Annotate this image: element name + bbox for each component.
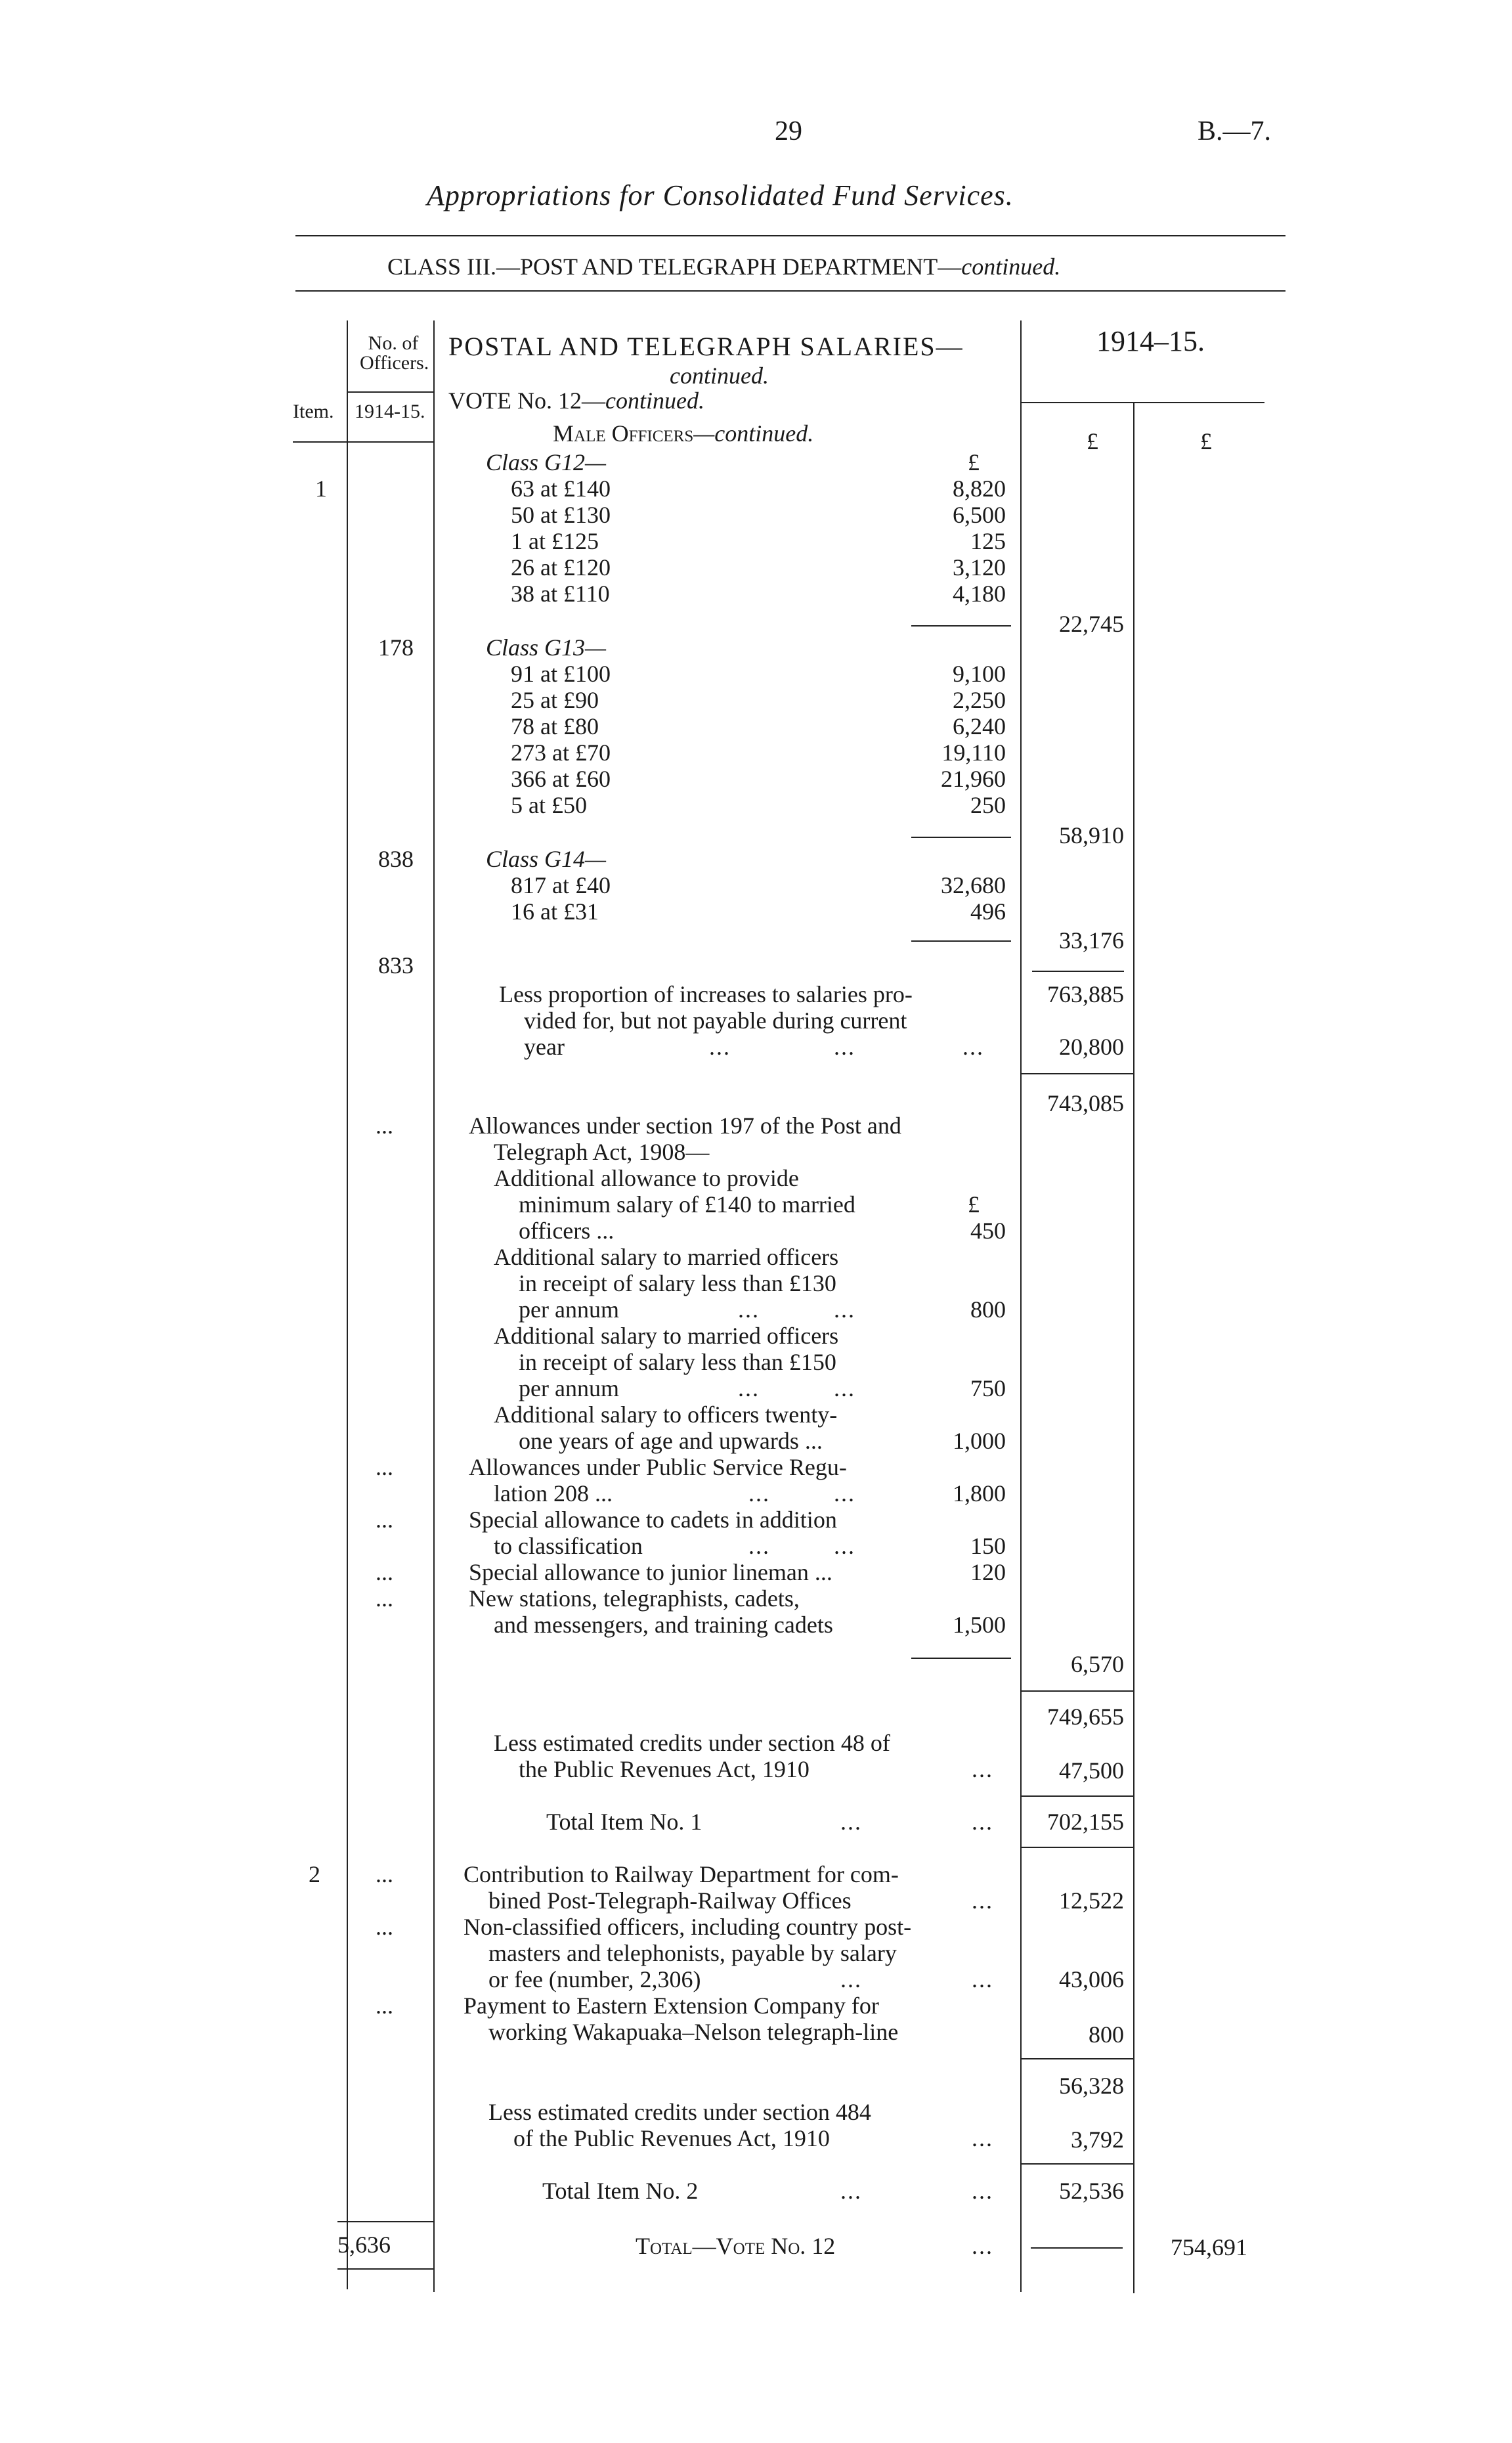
- allowance-line: to classification: [494, 1533, 643, 1559]
- item2-line: working Wakapuaka–Nelson telegraph-line: [488, 2019, 899, 2045]
- allowance-line: in receipt of salary less than £130: [519, 1270, 836, 1296]
- leader-dots: ...: [840, 1809, 862, 1835]
- allowance-line: Special allowance to cadets in addition: [469, 1507, 837, 1533]
- allowance-line: New stations, telegraphists, cadets,: [469, 1585, 800, 1612]
- leader-dots: ...: [840, 1966, 862, 1992]
- column-rule: [347, 320, 348, 2289]
- item2-amount: 800: [1089, 2021, 1124, 2048]
- class-heading: [387, 253, 1060, 280]
- allowances-total: 6,570: [1071, 1651, 1124, 1677]
- pound-sign: £: [968, 449, 980, 475]
- less-credits-line: Less estimated credits under section 48 of: [494, 1730, 890, 1756]
- allowance-amount: 120: [970, 1559, 1006, 1585]
- allowance-amount: 1,500: [953, 1612, 1006, 1638]
- class-total: 22,745: [1059, 611, 1124, 637]
- less-proportion-line: vided for, but not payable during current: [524, 1007, 907, 1034]
- allowance-amount: 1,000: [953, 1428, 1006, 1454]
- rate-amount: 496: [970, 898, 1006, 925]
- row-rule: [1020, 402, 1264, 403]
- item2-amount: 12,522: [1059, 1887, 1124, 1914]
- allowance-line: Additional allowance to provide: [494, 1165, 799, 1191]
- pound-sign: £: [1087, 428, 1098, 454]
- sum-rule: [911, 1658, 1011, 1659]
- leader-dots: ...: [962, 1034, 984, 1060]
- allowance-line: Additional salary to officers twenty-: [494, 1401, 838, 1428]
- leader-dots: ...: [738, 1375, 760, 1401]
- sum-rule: [1032, 971, 1124, 972]
- vote-heading: [448, 387, 704, 414]
- class-total: 33,176: [1059, 927, 1124, 954]
- less-credits-line: of the Public Revenues Act, 1910: [513, 2125, 830, 2151]
- allowance-line: Additional salary to married officers: [494, 1244, 839, 1270]
- leader-dots: ...: [834, 1533, 855, 1559]
- allowance-line: Additional salary to married officers: [494, 1323, 839, 1349]
- sum-rule: [1022, 1795, 1133, 1797]
- rate-line: 5 at £50: [511, 792, 587, 818]
- leader-dots: ...: [834, 1034, 855, 1060]
- leader-dots: ...: [738, 1296, 760, 1323]
- rate-amount: 9,100: [953, 661, 1006, 687]
- pound-sign: £: [968, 1191, 980, 1218]
- total-item-label: Total Item No. 1: [546, 1809, 702, 1835]
- rate-amount: 19,110: [941, 739, 1006, 766]
- allowance-amount: 450: [970, 1218, 1006, 1244]
- allowance-line: Allowances under Public Service Regu-: [469, 1454, 847, 1480]
- allowance-line: per annum: [519, 1375, 619, 1401]
- column-rule: [1020, 320, 1022, 2292]
- rate-amount: 6,240: [953, 713, 1006, 739]
- document-reference: B.—7.: [1198, 116, 1272, 146]
- officers-count: 178: [378, 634, 414, 661]
- allowance-amount: 150: [970, 1533, 1006, 1559]
- sum-rule: [337, 2221, 433, 2222]
- subtotal: 763,885: [1047, 981, 1124, 1007]
- leader-dots: ...: [972, 1809, 993, 1835]
- class-label: Class G13—: [486, 634, 607, 661]
- total-item: 52,536: [1059, 2178, 1124, 2204]
- item2-line: Contribution to Railway Department for com-: [464, 1861, 899, 1887]
- item2-amount: 43,006: [1059, 1966, 1124, 1992]
- section-continued: continued.: [670, 363, 769, 389]
- rate-amount: 21,960: [941, 766, 1006, 792]
- less-proportion-line: year: [524, 1034, 565, 1060]
- leader-dots: ...: [834, 1480, 855, 1507]
- rate-line: 25 at £90: [511, 687, 599, 713]
- rate-amount: 8,820: [953, 475, 1006, 502]
- column-rule: [433, 320, 435, 2292]
- officers-count: 838: [378, 846, 414, 872]
- allowance-amount: 750: [970, 1375, 1006, 1401]
- grand-total-label: Total—Vote No. 12: [636, 2233, 836, 2259]
- allowance-amount: 800: [970, 1296, 1006, 1323]
- allowance-line: in receipt of salary less than £150: [519, 1349, 836, 1375]
- vote-label: VOTE No. 12—: [448, 387, 605, 414]
- sum-rule: [1022, 1073, 1133, 1074]
- year-small-heading: 1914-15.: [355, 401, 425, 422]
- page-number: 29: [775, 116, 802, 146]
- officers-count: 833: [378, 952, 414, 979]
- rate-amount: 125: [970, 528, 1006, 554]
- page-title: Appropriations for Consolidated Fund Services.: [427, 179, 1014, 211]
- row-dots: ...: [376, 1914, 393, 1940]
- less-amount: 20,800: [1059, 1034, 1124, 1060]
- row-dots: ...: [376, 1112, 393, 1139]
- allowances-line: Allowances under section 197 of the Post and: [469, 1112, 901, 1139]
- row-dots: ...: [376, 1585, 393, 1612]
- total-officers: 5,636: [337, 2232, 391, 2258]
- class-label: Class G14—: [486, 846, 607, 872]
- allowance-line: Special allowance to junior lineman ...: [469, 1559, 832, 1585]
- leader-dots: ...: [709, 1034, 731, 1060]
- rule: [295, 290, 1285, 292]
- rate-line: 1 at £125: [511, 528, 599, 554]
- vote-cont: continued.: [605, 387, 704, 414]
- less-amount: 3,792: [1071, 2126, 1124, 2153]
- dash-rule: [1031, 2247, 1123, 2249]
- allowance-line: per annum: [519, 1296, 619, 1323]
- rate-line: 78 at £80: [511, 713, 599, 739]
- item-heading: Item.: [293, 401, 334, 422]
- total-item-label: Total Item No. 2: [542, 2178, 699, 2204]
- row-rule: [347, 391, 433, 393]
- leader-dots: ...: [840, 2178, 862, 2204]
- class-total: 58,910: [1059, 822, 1124, 848]
- row-dots: ...: [376, 1992, 393, 2019]
- item2-line: Non-classified officers, including country post-: [464, 1914, 912, 1940]
- year-heading: 1914–15.: [1096, 325, 1205, 357]
- row-dots: ...: [376, 1507, 393, 1533]
- subtotal: 749,655: [1047, 1704, 1124, 1730]
- item2-line: Payment to Eastern Extension Company for: [464, 1992, 879, 2019]
- no-officers-heading: No. of Officers.: [360, 332, 429, 374]
- row-dots: ...: [376, 1861, 393, 1887]
- rate-amount: 32,680: [941, 872, 1006, 898]
- sum-rule: [1022, 1690, 1133, 1692]
- leader-dots: ...: [748, 1480, 770, 1507]
- rate-amount: 3,120: [953, 554, 1006, 581]
- sum-rule: [911, 837, 1011, 838]
- item2-line: or fee (number, 2,306): [488, 1966, 701, 1992]
- male-officers-heading: [553, 420, 813, 447]
- leader-dots: ...: [972, 2178, 993, 2204]
- rule: [295, 235, 1285, 236]
- leader-dots: ...: [834, 1296, 855, 1323]
- sum-rule: [911, 940, 1011, 942]
- leader-dots: ...: [748, 1533, 770, 1559]
- rate-amount: 4,180: [953, 581, 1006, 607]
- rate-line: 366 at £60: [511, 766, 611, 792]
- total-item: 702,155: [1047, 1809, 1124, 1835]
- rate-line: 273 at £70: [511, 739, 611, 766]
- leader-dots: ...: [972, 1966, 993, 1992]
- allowance-line: and messengers, and training cadets: [494, 1612, 833, 1638]
- less-amount: 47,500: [1059, 1757, 1124, 1784]
- less-credits-line: the Public Revenues Act, 1910: [519, 1756, 810, 1782]
- sum-rule: [1022, 2163, 1133, 2165]
- rate-line: 817 at £40: [511, 872, 611, 898]
- sum-rule: [1022, 1847, 1133, 1848]
- class-label: Class G12—: [486, 449, 607, 475]
- sum-rule: [911, 625, 1011, 627]
- column-rule: [1133, 402, 1134, 2293]
- allowance-line: one years of age and upwards ...: [519, 1428, 823, 1454]
- leader-dots: ...: [972, 1887, 993, 1914]
- rate-amount: 250: [970, 792, 1006, 818]
- leader-dots: ...: [834, 1375, 855, 1401]
- rate-line: 91 at £100: [511, 661, 611, 687]
- male-officers-label: Male Officers: [553, 420, 694, 447]
- section-title: POSTAL AND TELEGRAPH SALARIES—: [448, 332, 964, 361]
- sum-rule: [1022, 2058, 1133, 2059]
- row-dots: ...: [376, 1559, 393, 1585]
- pound-sign: £: [1200, 428, 1212, 454]
- item2-line: bined Post-Telegraph-Railway Offices: [488, 1887, 852, 1914]
- leader-dots: ...: [972, 2125, 993, 2151]
- rate-line: 26 at £120: [511, 554, 611, 581]
- rate-amount: 2,250: [953, 687, 1006, 713]
- class-heading-cont: continued.: [961, 253, 1061, 280]
- sum-rule: [337, 2268, 433, 2270]
- subtotal: 56,328: [1059, 2073, 1124, 2099]
- allowances-line: Telegraph Act, 1908—: [494, 1139, 710, 1165]
- less-proportion-line: Less proportion of increases to salaries pro-: [499, 981, 913, 1007]
- row-dots: ...: [376, 1454, 393, 1480]
- allowance-line: minimum salary of £140 to married: [519, 1191, 855, 1218]
- less-credits-line: Less estimated credits under section 484: [488, 2099, 871, 2125]
- subtotal: 743,085: [1047, 1090, 1124, 1116]
- rate-line: 38 at £110: [511, 581, 610, 607]
- rate-line: 16 at £31: [511, 898, 599, 925]
- rate-line: 50 at £130: [511, 502, 611, 528]
- allowance-line: officers ...: [519, 1218, 615, 1244]
- grand-total: 754,691: [1171, 2234, 1247, 2260]
- male-officers-cont: —continued.: [693, 420, 814, 447]
- item-number: 1: [315, 475, 327, 502]
- class-heading-main: CLASS III.—POST AND TELEGRAPH DEPARTMENT—: [387, 253, 962, 280]
- item2-line: masters and telephonists, payable by salary: [488, 1940, 897, 1966]
- allowance-line: lation 208 ...: [494, 1480, 613, 1507]
- item-number: 2: [309, 1861, 320, 1887]
- allowance-amount: 1,800: [953, 1480, 1006, 1507]
- rate-amount: 6,500: [953, 502, 1006, 528]
- leader-dots: ...: [972, 2233, 993, 2259]
- rate-line: 63 at £140: [511, 475, 611, 502]
- row-rule: [293, 441, 433, 443]
- leader-dots: ...: [972, 1756, 993, 1782]
